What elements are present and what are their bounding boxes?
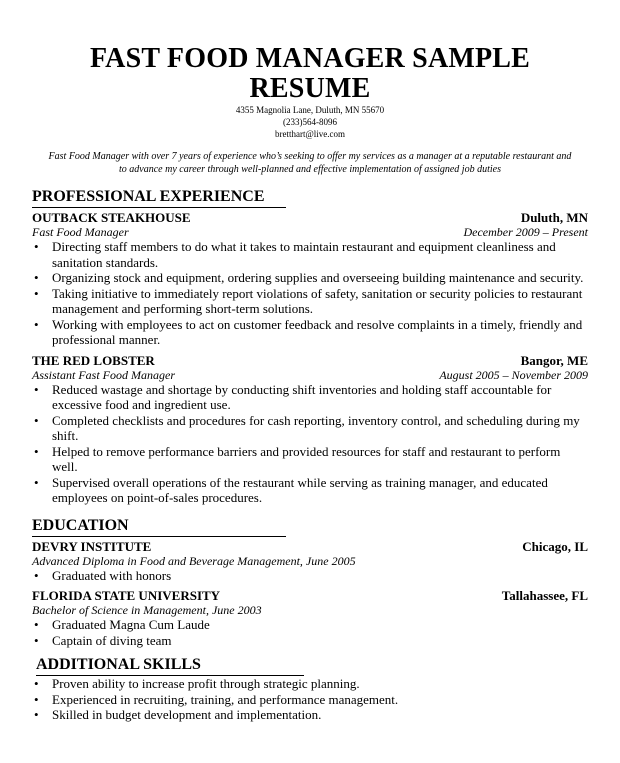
job-bullets <box>32 382 588 506</box>
section-heading-education: EDUCATION <box>32 517 286 537</box>
contact-phone: (233)564-8096 <box>283 117 337 127</box>
job-entry <box>32 211 588 348</box>
section-heading-skills: ADDITIONAL SKILLS <box>36 656 304 676</box>
list-item: • Graduated Magna Cum Laude <box>32 617 588 633</box>
school-degree: Bachelor of Science in Management, June 2003 <box>32 603 262 617</box>
contact-email: bretthart@live.com <box>274 129 345 139</box>
list-item: • Captain of diving team <box>32 633 588 649</box>
list-item: • Proven ability to increase profit through strategic planning. <box>32 676 588 692</box>
job-subheader-row <box>32 368 588 382</box>
job-company: OUTBACK STEAKHOUSE <box>32 210 191 225</box>
contact-address: 4355 Magnolia Lane, Duluth, MN 55670 <box>235 105 385 115</box>
list-item: • Reduced wastage and shortage by conducting shift inventories and holding staff accountable for excessive food and ingredient use. <box>32 382 588 413</box>
school-bullets <box>32 568 588 584</box>
list-item: • Graduated with honors <box>32 568 588 584</box>
list-item: • Taking initiative to immediately report violations of safety, sanitation or security policies to restaurant management and performing short-term solutions. <box>32 286 588 317</box>
list-item: • Skilled in budget development and implementation. <box>32 707 588 723</box>
school-degree-row <box>32 603 588 617</box>
list-item: • Organizing stock and equipment, ordering supplies and overseeing building maintenance and security. <box>32 270 588 286</box>
summary-text: Fast Food Manager with over 7 years of experience who’s seeking to offer my services as a manager at a reputable restaurant and to advance my career through well-planned and effective implementation of assigned job duties <box>48 151 572 175</box>
job-header-row <box>32 354 588 368</box>
list-item: • Helped to remove performance barriers and provided resources for staff and restaurant to perform well. <box>32 444 588 475</box>
job-dates: August 2005 – November 2009 <box>439 367 588 382</box>
resume-title: FAST FOOD MANAGER SAMPLE RESUME <box>89 43 531 104</box>
job-title: Fast Food Manager <box>32 225 129 239</box>
list-item: • Working with employees to act on customer feedback and resolve complaints in a timely, friendly and professional manner. <box>32 317 588 348</box>
school-name: DEVRY INSTITUTE <box>32 538 152 554</box>
skills-bullets <box>32 676 588 723</box>
school-name: FLORIDA STATE UNIVERSITY <box>32 588 221 603</box>
school-bullets <box>32 617 588 648</box>
job-location: Bangor, ME <box>520 352 588 368</box>
job-location: Duluth, MN <box>520 210 588 225</box>
job-title: Assistant Fast Food Manager <box>32 367 175 382</box>
list-item: • Completed checklists and procedures for cash reporting, inventory control, and scheduling during my shift. <box>32 413 588 444</box>
school-header-row <box>32 589 588 603</box>
school-header-row <box>32 540 588 554</box>
job-entry <box>32 354 588 506</box>
job-dates: December 2009 – Present <box>463 225 588 239</box>
job-company: THE RED LOBSTER <box>32 352 155 368</box>
school-location: Tallahassee, FL <box>501 588 588 603</box>
list-item: • Experienced in recruiting, training, and performance management. <box>32 692 588 708</box>
school-degree-row <box>32 554 588 568</box>
school-degree: Advanced Diploma in Food and Beverage Management, June 2005 <box>32 553 356 568</box>
education-entry <box>32 540 588 584</box>
education-entry <box>32 589 588 648</box>
section-heading-experience: PROFESSIONAL EXPERIENCE <box>32 188 286 208</box>
contact-block <box>32 104 588 140</box>
job-subheader-row <box>32 225 588 239</box>
school-location: Chicago, IL <box>522 538 588 554</box>
job-bullets <box>32 239 588 348</box>
list-item: • Supervised overall operations of the restaurant while serving as training manager, and educated employees on point-of-sales procedures. <box>32 475 588 506</box>
list-item: • Directing staff members to do what it takes to maintain restaurant and equipment cleanliness and sanitation standards. <box>32 239 588 270</box>
job-header-row <box>32 211 588 225</box>
